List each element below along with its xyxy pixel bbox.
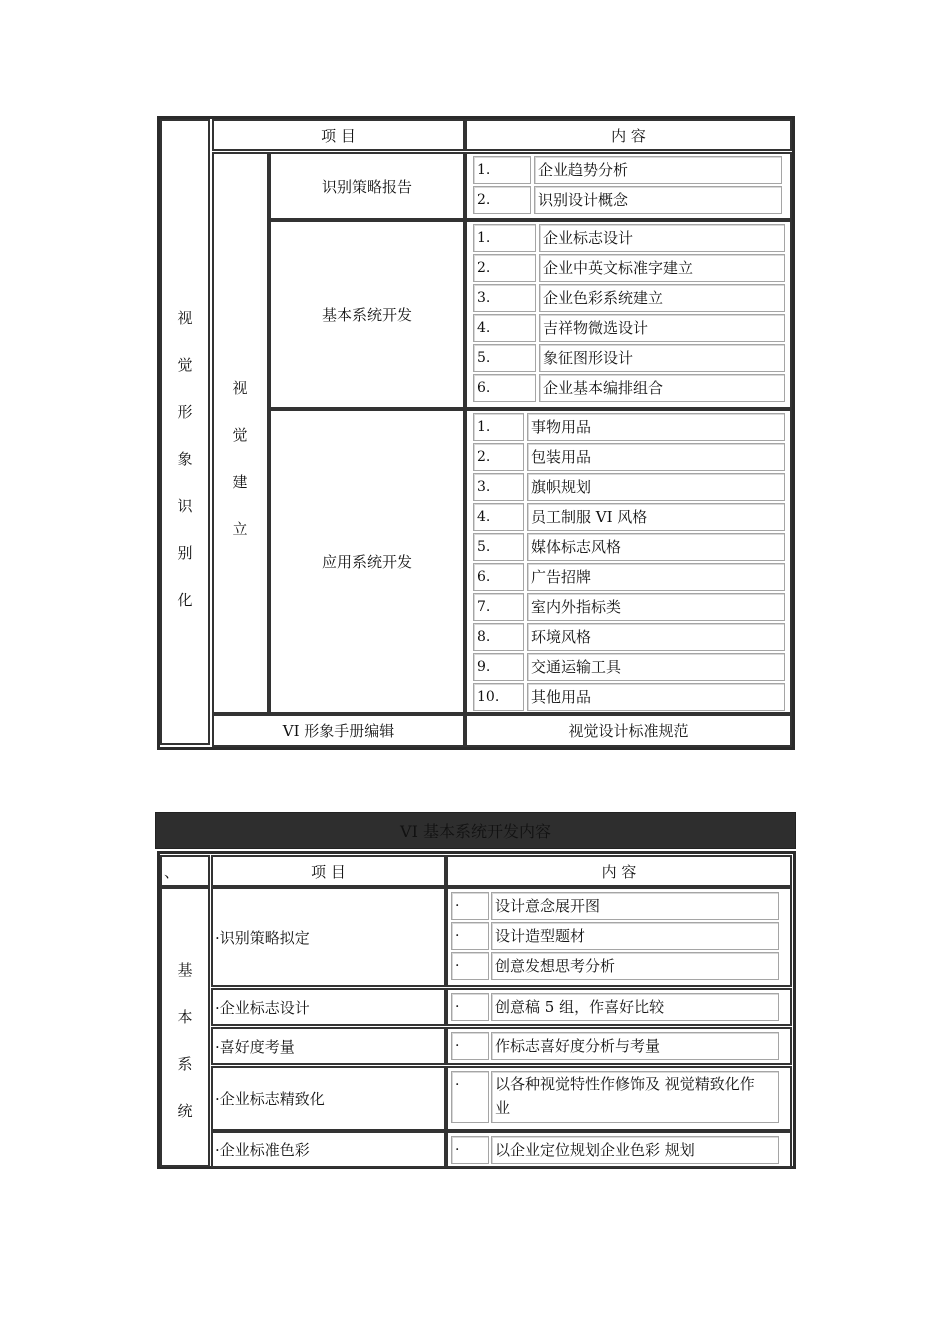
content-row [451,1136,781,1164]
vertical-char: 本 [177,1008,193,1026]
vertical-char: 建 [232,473,248,491]
vertical-char: 基 [177,961,193,979]
row-label [491,922,779,950]
section-name [211,887,446,987]
vertical-char: 象 [177,450,193,468]
row-number: 3. [473,284,536,312]
section-name [211,1066,446,1131]
content-row [451,1032,781,1060]
row-bullet: · [451,922,489,950]
row-bullet: · [451,952,489,980]
section-name-text: ·企业标准色彩 [215,1141,310,1159]
row-label: 象征图形设计 [539,344,785,372]
outer-label [175,295,195,624]
content-row [473,314,786,342]
row-number: 10. [473,683,524,711]
section-name [211,1131,446,1168]
row-label: 识别设计概念 [534,186,782,214]
row-label: 媒体标志风格 [527,533,785,561]
section-name-text: ·喜好度考量 [215,1037,295,1056]
vertical-char: 化 [177,591,193,609]
content-row [473,156,783,184]
row-label [491,1136,779,1164]
vertical-char: 识 [177,497,193,515]
content-row [473,186,783,214]
header-content: 内 容 [446,855,792,887]
content-row [473,503,786,531]
row-label-text: 创意发想思考分析 [495,957,616,975]
row-number: 7. [473,593,524,621]
footer-item: VI 形象手册编辑 [212,714,465,747]
row-label-text: 以各种视觉特性作修饰及 视觉精致化作 [495,1075,755,1093]
row-label: 交通运输工具 [527,653,785,681]
row-label: 室内外指标类 [527,593,785,621]
row-number: 1. [473,413,524,441]
content-row [451,952,781,980]
content-row [473,473,786,501]
row-label-text: 设计造型题材 [495,927,586,945]
inner-label [230,365,250,553]
row-label-text: 创意稿 5 组，作喜好比较 [495,998,665,1016]
section-name [211,1027,446,1065]
side-label [175,947,195,1135]
row-label: 吉祥物微选设计 [539,314,785,342]
row-label: 包装用品 [527,443,785,471]
section-name-text: ·企业标志精致化 [215,1090,325,1108]
content-row [473,593,786,621]
vertical-char: 形 [177,403,193,421]
content-row [451,1071,781,1123]
content-row [473,653,786,681]
row-label: 广告招牌 [527,563,785,591]
row-label: 企业中英文标准字建立 [539,254,785,282]
content-row [473,413,786,441]
row-number: 4. [473,314,536,342]
row-label: 企业基本编排组合 [539,374,785,402]
row-label-continuation: 业 [495,1099,511,1117]
corner-mark: 、 [164,863,180,881]
row-number: 1. [473,224,536,252]
content-row [473,623,786,651]
content-row [451,892,781,920]
header-item: 项 目 [212,119,465,151]
row-number: 2. [473,254,536,282]
row-bullet: · [451,892,489,920]
row-label-text: 作标志喜好度分析与考量 [495,1037,661,1055]
corner-cell [160,855,210,887]
section-name [211,988,446,1026]
row-label-text: 以企业定位规划企业色彩 规划 [495,1141,695,1159]
content-row [473,284,786,312]
vertical-char: 系 [177,1055,193,1073]
content-row [451,993,781,1021]
vertical-char: 统 [177,1102,193,1120]
section-name: 应用系统开发 [269,409,465,714]
section-name-text: ·企业标志设计 [215,998,310,1017]
row-label: 企业趋势分析 [534,156,782,184]
content-row [473,254,786,282]
row-label: 其他用品 [527,683,785,711]
row-label: 企业标志设计 [539,224,785,252]
content-row [473,224,786,252]
content-row [473,533,786,561]
row-number: 2. [473,186,531,214]
row-label [491,952,779,980]
banner-title: VI 基本系统开发内容 [155,812,796,849]
vertical-char: 别 [177,544,193,562]
section-name: 基本系统开发 [269,220,465,409]
content-row [451,922,781,950]
content-row [473,443,786,471]
row-bullet: · [451,993,489,1021]
section-name-text: ·识别策略拟定 [215,928,310,947]
content-row [473,374,786,402]
content-row [473,563,786,591]
row-number: 3. [473,473,524,501]
row-number: 6. [473,563,524,591]
header-content: 内 容 [465,119,792,151]
section-name: 识别策略报告 [269,152,465,220]
row-bullet: · [451,1136,489,1164]
vertical-char: 立 [232,520,248,538]
row-bullet: · [451,1071,489,1123]
row-label: 环境风格 [527,623,785,651]
vertical-char: 视 [232,379,248,397]
row-label: 事物用品 [527,413,785,441]
vertical-char: 视 [177,309,193,327]
content-row [473,344,786,372]
row-number: 6. [473,374,536,402]
header-item: 项 目 [211,855,446,887]
row-label-text: 设计意念展开图 [495,897,601,915]
row-number: 9. [473,653,524,681]
row-label [491,892,779,920]
row-number: 2. [473,443,524,471]
row-label [491,993,779,1021]
row-number: 1. [473,156,531,184]
row-label: 旗帜规划 [527,473,785,501]
row-number: 4. [473,503,524,531]
row-number: 5. [473,533,524,561]
content-row [473,683,786,711]
vertical-char: 觉 [177,356,193,374]
row-label [491,1071,779,1123]
row-label [491,1032,779,1060]
row-number: 5. [473,344,536,372]
row-label: 企业色彩系统建立 [539,284,785,312]
vertical-char: 觉 [232,426,248,444]
footer-content: 视觉设计标准规范 [465,714,792,747]
row-bullet: · [451,1032,489,1060]
row-label: 员工制服 VI 风格 [527,503,785,531]
row-number: 8. [473,623,524,651]
